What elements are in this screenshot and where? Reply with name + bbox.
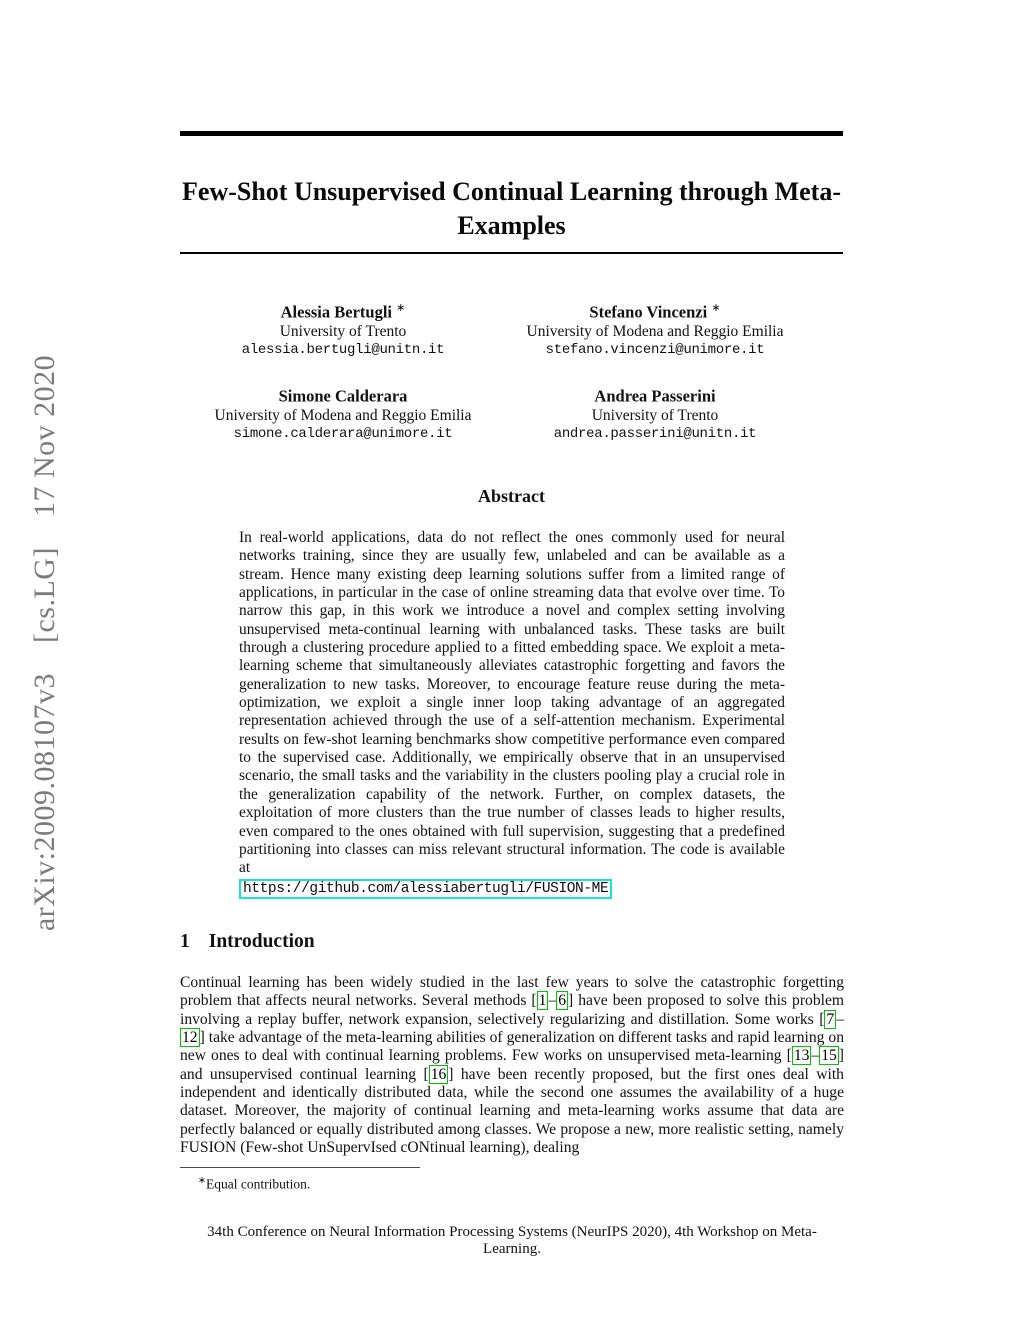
introduction-paragraph: Continual learning has been widely studied in the last few years to solve the catastrophic forgetting problem that affects neural networks. Several methods [ 1 – 6 ] have been proposed to solve this problem involving a replay buffer, network expansion, selectively regularizing and distillation. Some works [ 7 –12 ] take advantage of the meta-learning abilities of generalization on different tasks and rapid learning on new ones to deal with continual learning problems. Few works on unsupervised meta-learning [ 13 – 15 ] and unsupervised continual learning [ 16 ] have been recently proposed, but the first ones deal with independent and identically distributed data, while the second one assumes the availability of a huge dataset. Moreover, the majority of continual learning and meta-learning works assume that data are perfectly balanced or equally distributed among classes. We propose a new, more realistic setting, namely FUSION (Few-shot UnSupervIsed cONtinual learning), dealing	[180, 974, 844, 1157]
author-block-1	[181, 299, 505, 359]
code-repository-link[interactable]: https://github.com/alessiabertugli/FUSION-ME	[239, 879, 612, 899]
paper-title: Few-Shot Unsupervised Continual Learning through Meta-Examples	[182, 177, 841, 241]
section-title: Introduction	[208, 931, 315, 952]
abstract-text	[239, 529, 785, 898]
section-heading-introduction	[180, 931, 315, 953]
author-email[interactable]: alessia.bertugli@unitn.it	[241, 341, 445, 358]
author-affiliation: University of Modena and Reggio Emilia	[526, 322, 784, 340]
code-link-line	[239, 879, 785, 898]
equal-contribution-footnote	[180, 1175, 844, 1193]
author-affiliation: University of Modena and Reggio Emilia	[214, 406, 472, 424]
citation-ref[interactable]: 16	[430, 1065, 447, 1083]
author-name: Alessia Bertugli ∗	[280, 302, 406, 322]
conference-footer: 34th Conference on Neural Information Processing Systems (NeurIPS 2020), 4th Workshop on Meta-Learning.	[207, 1224, 817, 1257]
citation-ref[interactable]: 1	[538, 992, 547, 1010]
author-email[interactable]: andrea.passerini@unitn.it	[553, 425, 757, 442]
footnote-rule	[180, 1167, 420, 1168]
abstract-paragraph: In real-world applications, data do not reflect the ones commonly used for neural networks training, since they are usually few, unlabeled and can be available as a stream. Hence many existing deep learning solutions suffer from a limited range of applications, in particular in the case of online streaming data that evolve over time. To narrow this gap, in this work we introduce a novel and complex setting involving unsupervised meta-continual learning with unbalanced tasks. These tasks are built through a clustering procedure applied to a fitted embedding space. We exploit a meta-learning scheme that simultaneously alleviates catastrophic forgetting and favors the generalization to new tasks. Moreover, to encourage feature reuse during the meta-optimization, we exploit a single inner loop taking advantage of an aggregated representation achieved through the use of a self-attention mechanism. Experimental results on few-shot learning benchmarks show competitive performance even compared to the supervised case. Additionally, we empirically observe that in an unsupervised scenario, the small tasks and the variability in the clusters pooling play a crucial role in the generalization capability of the network. Further, on complex datasets, the exploitation of more clusters than the true number of classes leads to higher results, even compared to the ones obtained with full supervision, suggesting that a predefined partitioning into classes can miss relevant structural information. The code is available at	[239, 529, 785, 877]
author-block-3	[181, 383, 505, 443]
citation-ref[interactable]: 13	[793, 1047, 810, 1065]
author-affiliation: University of Trento	[591, 406, 719, 424]
citation-ref[interactable]: 7	[826, 1010, 835, 1028]
arxiv-date: 17 Nov 2020	[28, 354, 61, 518]
title-rule	[180, 252, 843, 254]
author-name: Simone Calderara	[278, 386, 408, 406]
arxiv-category: [cs.LG]	[28, 547, 61, 643]
footnote-text: Equal contribution.	[205, 1176, 311, 1192]
arxiv-watermark	[28, 355, 62, 931]
author-email[interactable]: stefano.vincenzi@unimore.it	[545, 341, 765, 358]
author-email[interactable]: simone.calderara@unimore.it	[233, 425, 453, 442]
author-name: Andrea Passerini	[594, 386, 716, 406]
equal-contribution-mark: ∗	[396, 302, 406, 314]
equal-contribution-mark: ∗	[711, 302, 721, 314]
citation-ref[interactable]: 12	[182, 1029, 198, 1047]
abstract-heading: Abstract	[478, 486, 545, 506]
arxiv-id: arXiv:2009.08107v3	[28, 673, 61, 932]
citation-ref[interactable]: 15	[821, 1047, 837, 1065]
author-block-2	[489, 299, 821, 359]
author-block-4	[489, 383, 821, 443]
author-name: Stefano Vincenzi ∗	[589, 302, 721, 322]
section-number: 1	[180, 931, 190, 952]
citation-ref[interactable]: 6	[558, 992, 567, 1010]
top-rule	[180, 131, 843, 136]
footnote-marker: ∗	[198, 1176, 206, 1186]
author-affiliation: University of Trento	[279, 322, 407, 340]
